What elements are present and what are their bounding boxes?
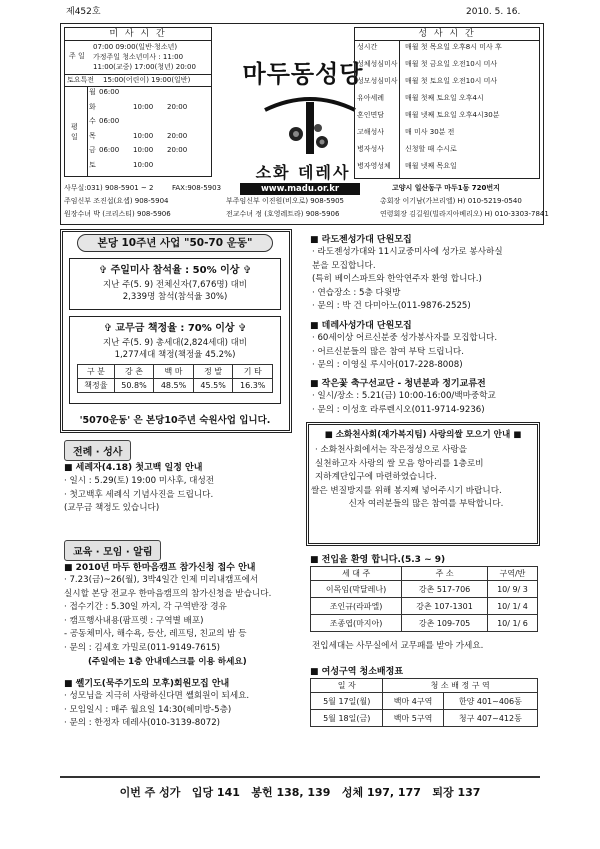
liturgy-lines bbox=[64, 475, 214, 516]
sacrament-row bbox=[357, 111, 539, 121]
mass-rate-box bbox=[69, 258, 281, 310]
office-phone: 사무실:031) 908-5901 ~ 2 bbox=[64, 184, 154, 192]
parish-logo-icon bbox=[260, 88, 360, 158]
sacrament-row bbox=[357, 60, 539, 70]
table-cell: 강촌 109-705 bbox=[402, 615, 488, 632]
sacrament-name: 병자성사 bbox=[357, 145, 385, 153]
table-head: 청 소 배 정 구 역 bbox=[383, 679, 538, 693]
contact-pastor: 주임신부 조진섭(요셉) 908-5904 bbox=[64, 197, 169, 205]
table-cell: 10/ 1/ 4 bbox=[487, 598, 537, 615]
sacrament-name: 성모성심미사 bbox=[357, 77, 398, 85]
liturgy-line: · 첫고백후 세례식 기념사진을 드립니다. bbox=[64, 489, 214, 500]
sacrament-name: 고해성사 bbox=[357, 128, 385, 136]
table-cell: 5월 18일(금) bbox=[311, 710, 383, 727]
table-cell: 10/ 9/ 3 bbox=[487, 581, 537, 598]
rice-drive-box bbox=[306, 422, 540, 546]
cleaning-title: ■ 여성구역 청소배정표 bbox=[310, 667, 404, 677]
sacraments-title: 성 사 시 간 bbox=[355, 28, 539, 41]
table-head: 주 소 bbox=[402, 567, 488, 581]
sacrament-name: 성체성심미사 bbox=[357, 60, 398, 68]
parish-url[interactable]: www.madu.or.kr bbox=[240, 183, 360, 195]
issue-date: 2010. 5. 16. bbox=[466, 7, 521, 17]
move-in-title: ■ 전입을 환영 합니다.(5.3 ~ 9) bbox=[310, 555, 446, 565]
cell-line: · 모임일시 : 매주 월요일 14:30(헤미방-5층) bbox=[64, 704, 232, 715]
contact-sister: 원장수녀 박 (크리스티) 908-5906 bbox=[64, 210, 171, 218]
sacrament-time: 매월 첫 금요일 오전10시 미사 bbox=[405, 60, 498, 68]
table-cell: 50.8% bbox=[114, 379, 154, 393]
rice-line: 지하계단입구에 마련하였습니다. bbox=[315, 472, 437, 483]
teresa-line: · 어르신분들의 많은 참여 부탁 드립니다. bbox=[312, 346, 464, 357]
move-in-table bbox=[310, 566, 538, 632]
table-cell: 강촌 517-706 bbox=[402, 581, 488, 598]
table-head: 일 자 bbox=[311, 679, 383, 693]
table-cell: 48.5% bbox=[154, 379, 194, 393]
camp-line: · 캠프행사내용(팜프렛 : 구역별 배포) bbox=[64, 615, 204, 626]
tue-evening: 20:00 bbox=[167, 102, 188, 111]
radozen-line: (특히 베이스파트와 한악연주자 환영 합니다.) bbox=[312, 274, 482, 285]
table-cell: 이목임(막달레나) bbox=[311, 581, 402, 598]
rice-line: 실천하고자 사랑의 쌀 모음 항아리를 1층로비 bbox=[315, 458, 484, 469]
due-rate-line2: 1,277세대 책정(책정율 45.2%) bbox=[114, 350, 236, 360]
divider bbox=[65, 74, 211, 75]
day-wed: 수 bbox=[89, 117, 96, 125]
sunday-label: 주 일 bbox=[69, 52, 85, 60]
office-fax: FAX:908-5903 bbox=[172, 184, 222, 192]
soccer-title: ■ 작은꽃 축구선교단 - 청년분과 정기교류전 bbox=[310, 379, 486, 389]
day-mon: 월 bbox=[89, 88, 96, 96]
issue-number: 제452호 bbox=[66, 7, 101, 17]
camp-line: 실시할 본당 전교우 한마음캠프의 참가신청을 받습니다. bbox=[64, 588, 272, 599]
table-head: 구 분 bbox=[78, 365, 115, 379]
table-cell: 책정율 bbox=[78, 379, 115, 393]
mass-rate-line1: 지난 주(5. 9) 전체신자(7,676명) 대비 bbox=[102, 280, 248, 290]
sacrament-row bbox=[357, 94, 539, 104]
liturgy-line: · 일시 : 5.29(토) 19:00 미사후, 대성전 bbox=[64, 476, 215, 486]
liturgy-line: (교무금 책정도 있습니다) bbox=[64, 503, 160, 514]
fri-evening: 20:00 bbox=[167, 146, 188, 154]
liturgy-title: ■ 세례자(4.18) 첫고백 일정 안내 bbox=[64, 463, 203, 473]
sacrament-time: 매월 넷째 토요일 오후4시30분 bbox=[405, 111, 500, 119]
sacrament-time: 매 미사 30분 전 bbox=[405, 128, 455, 136]
anniversary-title: 본당 10주년 사업 "50-70 운동" bbox=[77, 234, 273, 252]
move-in-note: 전입세대는 사무실에서 교무패를 받아 가세요. bbox=[312, 641, 484, 651]
anniversary-box bbox=[60, 229, 292, 433]
cleaning-table bbox=[310, 678, 538, 727]
table-cell: 백마 4구역 bbox=[383, 693, 443, 710]
table-cell: 청구 407~412동 bbox=[443, 710, 537, 727]
table-cell: 백마 5구역 bbox=[383, 710, 443, 727]
radozen-title: ■ 라도젠성가대 단원모집 bbox=[310, 235, 412, 245]
thu-mid: 10:00 bbox=[133, 131, 154, 140]
contact-president: 총회장 이기남(가브리엘) H) 010-5219-0540 bbox=[380, 197, 522, 205]
sacrament-time: 매월 넷째 목요일 bbox=[405, 162, 457, 170]
rice-line: 신자 여러분들의 많은 참여를 부탁합니다. bbox=[348, 499, 504, 510]
camp-lines bbox=[64, 574, 271, 669]
weekday-schedule bbox=[89, 88, 209, 175]
cell-lines bbox=[64, 690, 249, 731]
camp-note: (주일에는 1층 안내데스크를 이용 하세요) bbox=[88, 656, 247, 667]
contact-memorial: 연령회장 김길원(빌라지아베리오) H) 010-3303-7841 bbox=[380, 210, 549, 218]
sacraments-box bbox=[354, 27, 540, 179]
fri-morning: 06:00 bbox=[99, 146, 120, 154]
rice-line: 쌀은 변질방지를 위해 봉지째 넣어주시기 바랍니다. bbox=[311, 485, 502, 496]
sacrament-name: 혼인면담 bbox=[357, 111, 385, 119]
teresa-line: · 60세이상 어르신분중 성가봉사자를 모집합니다. bbox=[312, 333, 498, 343]
table-cell: 조인규(라파엘) bbox=[311, 598, 402, 615]
due-rate-title: ✞ 교무금 책정율 : 70% 이상 ✞ bbox=[103, 323, 247, 334]
cell-line: · 문의 : 한정자 데레사(010-3139-8072) bbox=[64, 718, 221, 729]
teresa-choir-title: ■ 데레사성가대 단원모집 bbox=[310, 321, 412, 331]
anniversary-footer: '5070운동' 은 본당10주년 숙원사업 입니다. bbox=[79, 415, 271, 426]
sacrament-time: 신청할 때 수시로 bbox=[405, 145, 457, 153]
radozen-lines bbox=[312, 246, 503, 314]
table-head: 구역/반 bbox=[487, 567, 537, 581]
sat-mid: 10:00 bbox=[133, 160, 154, 169]
camp-title: ■ 2010년 마두 한마음캠프 참가신청 접수 안내 bbox=[64, 563, 256, 573]
table-cell: 강촌 107-1301 bbox=[402, 598, 488, 615]
education-section-header: 교육 · 모임 · 알림 bbox=[64, 540, 161, 561]
radozen-line: · 문의 : 박 건 다미아노(011-9876-2525) bbox=[312, 301, 471, 312]
radozen-line: · 연습장소 : 5층 다윗방 bbox=[312, 287, 401, 298]
table-head: 백 마 bbox=[154, 365, 194, 379]
due-rate-table bbox=[77, 364, 273, 393]
footer-divider bbox=[60, 776, 540, 778]
mass-times-title: 미 사 시 간 bbox=[65, 28, 211, 41]
table-head: 정 발 bbox=[193, 365, 233, 379]
sacrament-row bbox=[357, 162, 539, 172]
sunday-mass-2: 가정주일 청소년미사 : 11:00 bbox=[93, 53, 184, 61]
day-fri: 금 bbox=[89, 146, 96, 154]
sacrament-time: 매월 첫 토요일 오전10시 미사 bbox=[405, 77, 498, 85]
teresa-line: · 문의 : 이영실 루시아(017-228-8008) bbox=[312, 360, 463, 371]
cell-title: ■ 쎌기도(묵주기도의 모후)회원모집 안내 bbox=[64, 679, 230, 689]
camp-line: - 공동체미사, 해수욕, 등산, 레프팅, 친교의 밤 등 bbox=[64, 629, 247, 640]
day-thu: 목 bbox=[89, 131, 96, 140]
contact-mission-sister: 전교수녀 정 (호영레트라) 908-5906 bbox=[226, 210, 340, 218]
table-cell: 5월 17일(월) bbox=[311, 693, 383, 710]
sacrament-row bbox=[357, 43, 539, 53]
mass-rate-line2: 2,339명 참석(참석율 30%) bbox=[122, 292, 228, 302]
sacrament-name: 성시간 bbox=[357, 43, 378, 51]
wed-morning: 06:00 bbox=[99, 117, 120, 125]
camp-line: · 7.23(금)~26(월), 3박4일간 인제 미리내캠프에서 bbox=[64, 575, 259, 585]
table-cell: 45.5% bbox=[193, 379, 233, 393]
table-cell: 16.3% bbox=[233, 379, 273, 393]
due-rate-box bbox=[69, 316, 281, 404]
rice-line: · 소화천사회에서는 작은정성으로 사랑을 bbox=[315, 445, 468, 455]
parish-name: 마두동성당 bbox=[242, 60, 364, 88]
sunday-mass-3: 11:00(교중) 17:00(청년) 20:00 bbox=[93, 63, 196, 71]
rice-drive-title: ■ 소화천사회(재가복지팀) 사랑의쌀 모으기 안내 ■ bbox=[324, 430, 522, 440]
teresa-choir-lines bbox=[312, 332, 497, 373]
soccer-line: · 일시/장소 : 5.21(금) 10:00-16:00/백마중학교 bbox=[312, 391, 496, 401]
sacrament-row bbox=[357, 77, 539, 87]
tue-mid: 10:00 bbox=[133, 102, 154, 111]
day-sat: 토 bbox=[89, 160, 96, 169]
contact-assistant: 부주임신부 이진원(비오로) 908-5905 bbox=[226, 197, 344, 205]
sacrament-name: 유아세례 bbox=[357, 94, 385, 102]
due-rate-line1: 지난 주(5. 9) 총세대(2,824세대) 대비 bbox=[102, 338, 248, 348]
sacrament-row bbox=[357, 145, 539, 155]
hymn-numbers: 이번 주 성가 입당 141 봉헌 138, 139 성체 197, 177 퇴장 137 bbox=[119, 786, 481, 799]
fri-mid: 10:00 bbox=[133, 146, 154, 154]
day-tue: 화 bbox=[89, 102, 96, 111]
mass-rate-title: ✞ 주일미사 참석율 : 50% 이상 ✞ bbox=[98, 265, 252, 276]
sunday-mass-1: 07:00 09:00(일반·청소년) bbox=[93, 43, 178, 51]
divider bbox=[87, 86, 88, 176]
table-head: 강 촌 bbox=[114, 365, 154, 379]
table-cell: 한양 401~406동 bbox=[443, 693, 537, 710]
radozen-line: · 라도젠성가대와 11시교중미사에 성가로 봉사하실 bbox=[312, 247, 503, 257]
camp-line: · 문의 : 김세호 가밀로(011-9149-7615) bbox=[64, 642, 221, 653]
table-cell: 10/ 1/ 6 bbox=[487, 615, 537, 632]
radozen-line: 분을 모집합니다. bbox=[312, 260, 376, 271]
sacrament-time: 매월 첫째 토요일 오후4시 bbox=[405, 94, 484, 102]
cell-line: · 성모님을 지극히 사랑하신다면 쎌회원이 되세요. bbox=[64, 691, 250, 701]
saturday-label: 토요특전 bbox=[67, 76, 95, 84]
mass-times-box bbox=[64, 27, 212, 177]
parish-subtitle: 소화 데레사 bbox=[255, 163, 351, 182]
thu-evening: 20:00 bbox=[167, 131, 188, 140]
mon-morning: 06:00 bbox=[99, 88, 120, 96]
sacrament-time: 매월 첫 목요일 오후8시 미사 후 bbox=[405, 43, 502, 51]
sacrament-row bbox=[357, 128, 539, 138]
saturday-mass: 15:00(어린이) 19:00(일반) bbox=[103, 76, 191, 84]
camp-line: · 접수기간 : 5.30일 까지, 각 구역반장 경유 bbox=[64, 602, 227, 613]
table-head: 세 대 주 bbox=[311, 567, 402, 581]
sacrament-name: 병자영성체 bbox=[357, 162, 391, 170]
weekday-label: 평 일 bbox=[71, 123, 78, 141]
soccer-line: · 문의 : 이성호 라루렌시오(011-9714-9236) bbox=[312, 404, 485, 415]
table-head: 기 타 bbox=[233, 365, 273, 379]
table-cell: 조종엽(마지아) bbox=[311, 615, 402, 632]
soccer-lines bbox=[312, 390, 496, 417]
parish-address: 고양시 일산동구 마두1동 720번지 bbox=[392, 184, 500, 192]
liturgy-section-header: 전례 · 성사 bbox=[64, 440, 131, 461]
